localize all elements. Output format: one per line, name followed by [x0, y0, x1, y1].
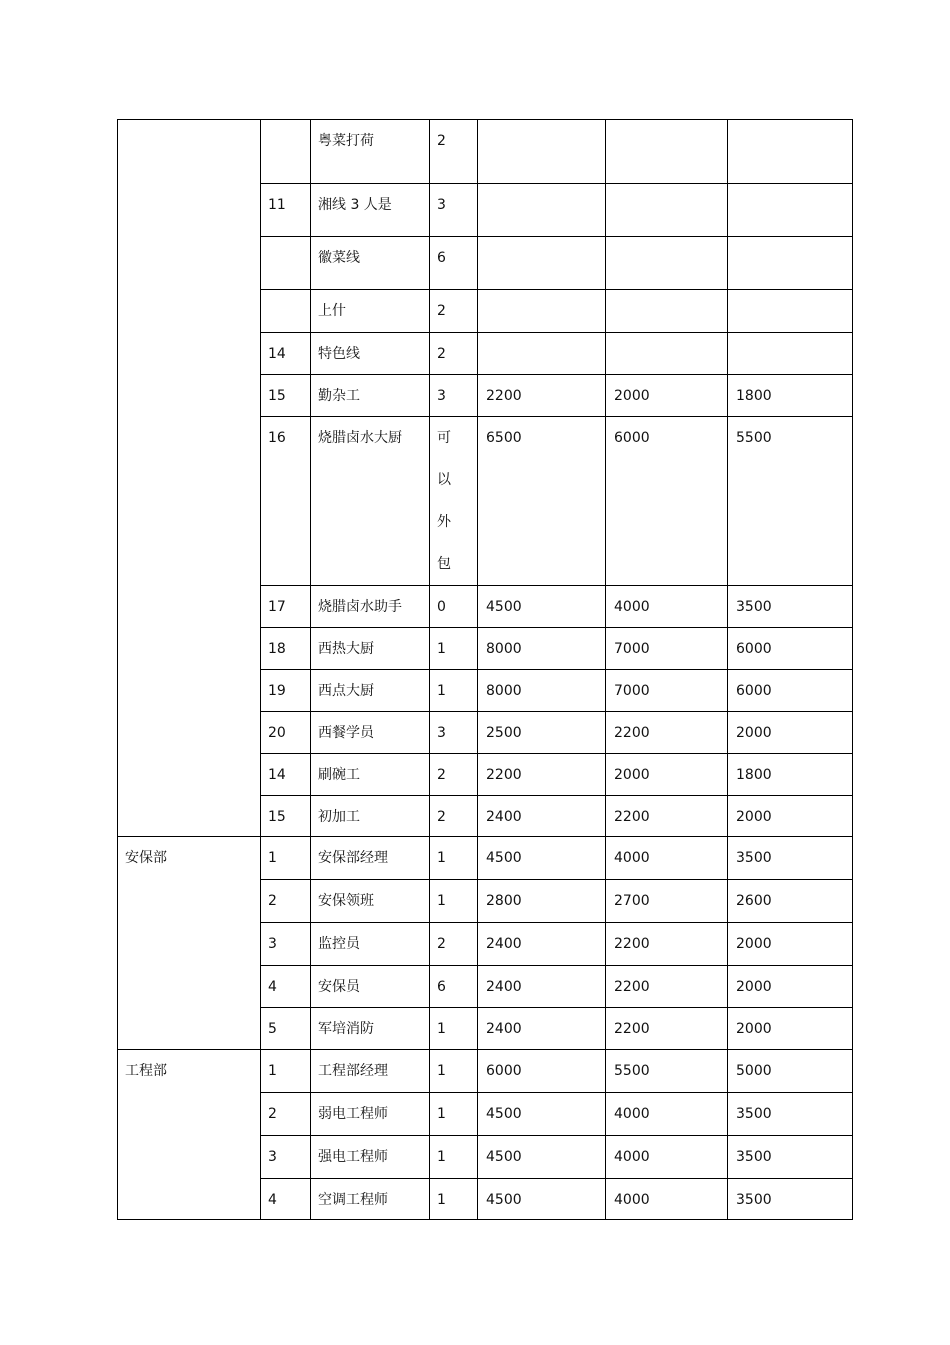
headcount-cell: 1: [430, 1093, 478, 1136]
salary-level-2-cell: 2200: [606, 712, 728, 754]
position-cell: 工程部经理: [311, 1050, 430, 1093]
salary-level-2-cell: 2000: [606, 754, 728, 796]
headcount-cell: 6: [430, 237, 478, 290]
salary-level-3-cell: 1800: [728, 375, 853, 417]
salary-level-2-cell: 4000: [606, 837, 728, 880]
row-number-cell: 15: [261, 796, 311, 837]
salary-level-2-cell: 7000: [606, 670, 728, 712]
position-cell: 湘线 3 人是: [311, 184, 430, 237]
salary-level-1-cell: [478, 237, 606, 290]
salary-level-2-cell: 2200: [606, 796, 728, 837]
department-cell: [118, 120, 261, 837]
salary-level-1-cell: 4500: [478, 1179, 606, 1220]
salary-level-2-cell: 5500: [606, 1050, 728, 1093]
salary-level-3-cell: [728, 184, 853, 237]
salary-level-2-cell: 2200: [606, 966, 728, 1008]
table-row: [118, 837, 853, 880]
salary-level-1-cell: [478, 333, 606, 375]
salary-level-3-cell: 5000: [728, 1050, 853, 1093]
table-row: [118, 1050, 853, 1093]
headcount-cell: 3: [430, 184, 478, 237]
department-cell: 安保部: [118, 837, 261, 1050]
salary-level-2-cell: 2200: [606, 1008, 728, 1050]
salary-level-1-cell: 6500: [478, 417, 606, 586]
position-cell: 西点大厨: [311, 670, 430, 712]
salary-level-3-cell: 6000: [728, 628, 853, 670]
salary-level-1-cell: 4500: [478, 837, 606, 880]
table-body: [118, 120, 853, 1220]
salary-level-2-cell: 2200: [606, 923, 728, 966]
position-cell: 西热大厨: [311, 628, 430, 670]
salary-level-3-cell: 2000: [728, 712, 853, 754]
row-number-cell: 16: [261, 417, 311, 586]
position-cell: 初加工: [311, 796, 430, 837]
row-number-cell: 14: [261, 333, 311, 375]
salary-level-1-cell: 2400: [478, 796, 606, 837]
salary-level-2-cell: 2000: [606, 375, 728, 417]
row-number-cell: 2: [261, 1093, 311, 1136]
row-number-cell: 5: [261, 1008, 311, 1050]
position-cell: 安保领班: [311, 880, 430, 923]
row-number-cell: 11: [261, 184, 311, 237]
salary-level-3-cell: 6000: [728, 670, 853, 712]
position-cell: 烧腊卤水大厨: [311, 417, 430, 586]
salary-level-1-cell: 4500: [478, 586, 606, 628]
row-number-cell: [261, 290, 311, 333]
salary-level-3-cell: 3500: [728, 1136, 853, 1179]
headcount-cell: 2: [430, 120, 478, 184]
salary-level-3-cell: [728, 237, 853, 290]
headcount-cell: 1: [430, 1136, 478, 1179]
salary-level-1-cell: 2400: [478, 1008, 606, 1050]
salary-level-3-cell: 3500: [728, 1179, 853, 1220]
position-cell: 勤杂工: [311, 375, 430, 417]
headcount-cell: [430, 417, 478, 586]
position-cell: 监控员: [311, 923, 430, 966]
salary-level-3-cell: 3500: [728, 1093, 853, 1136]
headcount-cell: 3: [430, 375, 478, 417]
salary-level-3-cell: 3500: [728, 586, 853, 628]
salary-level-1-cell: 2400: [478, 966, 606, 1008]
headcount-cell: 1: [430, 837, 478, 880]
salary-level-3-cell: 2000: [728, 796, 853, 837]
row-number-cell: 17: [261, 586, 311, 628]
position-cell: 空调工程师: [311, 1179, 430, 1220]
row-number-cell: 15: [261, 375, 311, 417]
row-number-cell: 4: [261, 966, 311, 1008]
row-number-cell: 3: [261, 923, 311, 966]
row-number-cell: 14: [261, 754, 311, 796]
salary-level-3-cell: 2000: [728, 923, 853, 966]
salary-level-3-cell: [728, 290, 853, 333]
salary-level-3-cell: [728, 120, 853, 184]
headcount-cell: 2: [430, 333, 478, 375]
position-cell: 安保部经理: [311, 837, 430, 880]
salary-level-3-cell: [728, 333, 853, 375]
salary-level-2-cell: [606, 120, 728, 184]
salary-level-2-cell: 4000: [606, 1093, 728, 1136]
salary-level-1-cell: 4500: [478, 1093, 606, 1136]
headcount-cell: 1: [430, 1179, 478, 1220]
salary-level-2-cell: [606, 290, 728, 333]
position-cell: 安保员: [311, 966, 430, 1008]
salary-level-1-cell: 8000: [478, 628, 606, 670]
headcount-cell: 1: [430, 1008, 478, 1050]
headcount-cell: 1: [430, 628, 478, 670]
row-number-cell: 18: [261, 628, 311, 670]
headcount-cell: 1: [430, 880, 478, 923]
headcount-cell: 3: [430, 712, 478, 754]
headcount-cell: 2: [430, 754, 478, 796]
headcount-cell: 1: [430, 670, 478, 712]
salary-level-3-cell: 1800: [728, 754, 853, 796]
salary-level-3-cell: 5500: [728, 417, 853, 586]
row-number-cell: 2: [261, 880, 311, 923]
salary-level-1-cell: 2500: [478, 712, 606, 754]
row-number-cell: 1: [261, 1050, 311, 1093]
headcount-cell: 0: [430, 586, 478, 628]
headcount-cell: 2: [430, 796, 478, 837]
salary-level-2-cell: 4000: [606, 1179, 728, 1220]
salary-table: [117, 119, 853, 1220]
position-cell: 徽菜线: [311, 237, 430, 290]
position-cell: 烧腊卤水助手: [311, 586, 430, 628]
position-cell: 刷碗工: [311, 754, 430, 796]
headcount-cell: 1: [430, 1050, 478, 1093]
salary-level-3-cell: 2000: [728, 1008, 853, 1050]
headcount-cell: 2: [430, 923, 478, 966]
salary-level-3-cell: 2000: [728, 966, 853, 1008]
salary-level-1-cell: 6000: [478, 1050, 606, 1093]
position-cell: 粤菜打荷: [311, 120, 430, 184]
row-number-cell: 19: [261, 670, 311, 712]
position-cell: 特色线: [311, 333, 430, 375]
row-number-cell: 1: [261, 837, 311, 880]
headcount-cell: 2: [430, 290, 478, 333]
salary-level-2-cell: [606, 237, 728, 290]
salary-level-3-cell: 3500: [728, 837, 853, 880]
salary-level-1-cell: 2200: [478, 375, 606, 417]
salary-level-1-cell: 8000: [478, 670, 606, 712]
salary-level-1-cell: [478, 184, 606, 237]
salary-level-2-cell: 2700: [606, 880, 728, 923]
salary-level-2-cell: 4000: [606, 1136, 728, 1179]
salary-level-1-cell: 2400: [478, 923, 606, 966]
salary-level-2-cell: 6000: [606, 417, 728, 586]
row-number-cell: [261, 237, 311, 290]
row-number-cell: 20: [261, 712, 311, 754]
position-cell: 西餐学员: [311, 712, 430, 754]
salary-level-2-cell: [606, 333, 728, 375]
position-cell: 强电工程师: [311, 1136, 430, 1179]
salary-level-2-cell: 7000: [606, 628, 728, 670]
salary-level-3-cell: 2600: [728, 880, 853, 923]
department-cell: 工程部: [118, 1050, 261, 1220]
position-cell: 上什: [311, 290, 430, 333]
salary-level-2-cell: 4000: [606, 586, 728, 628]
row-number-cell: 3: [261, 1136, 311, 1179]
salary-level-2-cell: [606, 184, 728, 237]
row-number-cell: 4: [261, 1179, 311, 1220]
row-number-cell: [261, 120, 311, 184]
headcount-note: 可以外包: [437, 430, 451, 572]
position-cell: 弱电工程师: [311, 1093, 430, 1136]
salary-level-1-cell: [478, 290, 606, 333]
salary-level-1-cell: 2800: [478, 880, 606, 923]
headcount-cell: 6: [430, 966, 478, 1008]
table-row: [118, 120, 853, 184]
salary-level-1-cell: 4500: [478, 1136, 606, 1179]
salary-level-1-cell: [478, 120, 606, 184]
salary-level-1-cell: 2200: [478, 754, 606, 796]
position-cell: 军培消防: [311, 1008, 430, 1050]
